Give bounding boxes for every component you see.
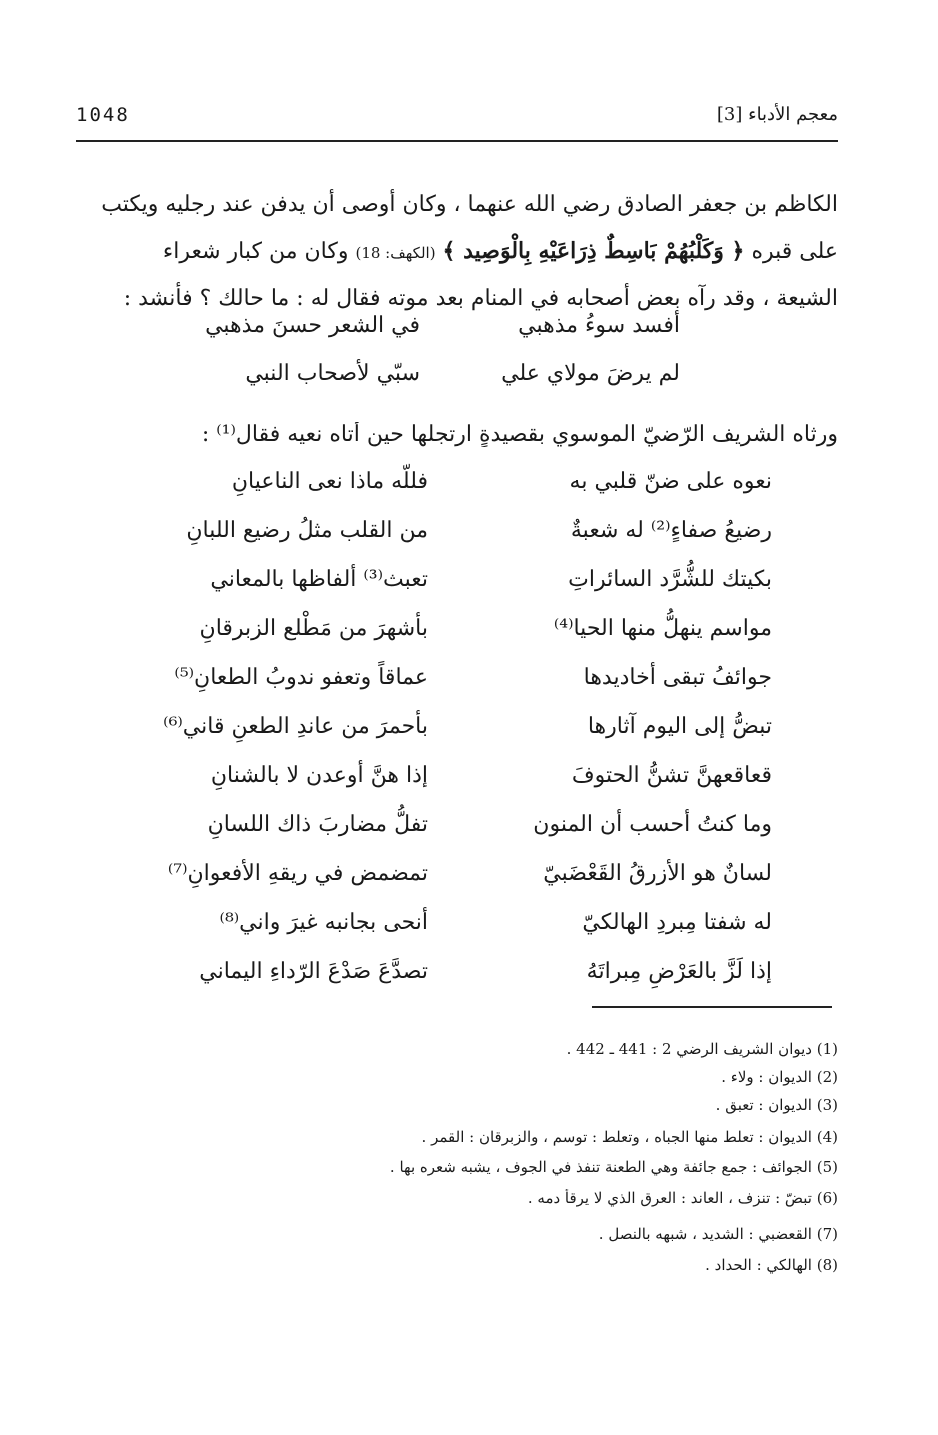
running-head: معجم الأدباء [3] xyxy=(716,104,838,125)
footnote: (3) الديوان : تعبق . xyxy=(715,1096,838,1114)
footnote: (6) تبضّ : تنزف ، العاند : العرق الذي لا يرقأ دمه . xyxy=(527,1189,838,1207)
verse-first-hemistich: رضيعُ صفاءٍ⁽²⁾ له شعبةٌ xyxy=(570,518,772,543)
verse-second-hemistich: سبّي لأصحاب النبي xyxy=(245,361,420,386)
footnote: (1) ديوان الشريف الرضي 2 : 441 ـ 442 . xyxy=(566,1040,838,1058)
footnote: (5) الجوائف : جمع جائفة وهي الطعنة تنفذ في الجوف ، يشبه شعره بها . xyxy=(389,1158,838,1176)
verse-second-hemistich: فللّه ماذا نعى الناعيانِ xyxy=(231,469,428,494)
footnote: (8) الهالكي : الحداد . xyxy=(705,1256,838,1274)
verse-line xyxy=(76,959,838,1007)
elegy-intro: ورثاه الشريف الرّضيّ الموسوي بقصيدةٍ ارتجلها حين أتاه نعيه فقال⁽¹⁾ : xyxy=(201,422,838,447)
page-header xyxy=(76,100,838,142)
verse-second-hemistich: إذا هنَّ أوعدن لا بالشنانِ xyxy=(210,763,428,788)
intro-paragraph xyxy=(76,182,838,322)
verse-second-hemistich: تمضمض في ريقهِ الأفعوانِ⁽⁷⁾ xyxy=(167,861,428,886)
verse-second-hemistich: من القلب مثلُ رضيع اللبانِ xyxy=(186,518,428,543)
verse-first-hemistich: أفسد سوءُ مذهبي xyxy=(518,313,680,338)
verse-first-hemistich: لسانٌ هو الأزرقُ القَعْضَبيّ xyxy=(543,861,772,886)
verse-first-hemistich: تبضُّ إلى اليوم آثارها xyxy=(587,714,772,739)
quran-quote: ﴿ وَكَلْبُهُمْ بَاسِطٌ ذِرَاعَيْهِ بِالْوَصِيد ﴾ xyxy=(442,238,745,264)
verse-second-hemistich: تصدَّعَ صَدْعَ الرّداءِ اليماني xyxy=(199,959,428,984)
verse-first-hemistich: قعاقعهنَّ تشنُّ الحتوفَ xyxy=(571,763,772,788)
verse-first-hemistich: لم يرضَ مولاي علي xyxy=(501,361,680,386)
verse-line xyxy=(76,910,838,958)
verse-line xyxy=(76,361,838,409)
footnote: (4) الديوان : تعلط منها الجباه ، وتعلط : توسم ، والزبرقان : القمر . xyxy=(421,1128,838,1146)
footnote-separator xyxy=(592,1006,832,1008)
verse-second-hemistich: بأشهرَ من مَطْلع الزبرقانِ xyxy=(199,616,428,641)
verse-line xyxy=(76,861,838,909)
verse-line xyxy=(76,714,838,762)
verse-line xyxy=(76,665,838,713)
verse-first-hemistich: جوائفُ تبقى أخاديدها xyxy=(583,665,772,690)
verse-line xyxy=(76,313,838,361)
verse-second-hemistich: بأحمرَ من عاندِ الطعنِ قاني⁽⁶⁾ xyxy=(163,714,428,739)
verse-first-hemistich: إذا لَزَّ بالعَرْضِ مِبراتَهُ xyxy=(586,959,772,984)
verse-second-hemistich: في الشعر حسنَ مذهبي xyxy=(205,313,420,338)
verse-line xyxy=(76,518,838,566)
verse-second-hemistich: تفلُّ مضاربَ ذاك اللسانِ xyxy=(207,812,428,837)
page-number: 1048 xyxy=(76,104,130,126)
intro-line-2-start: على قبره xyxy=(751,239,838,264)
verse-first-hemistich: مواسم ينهلُّ منها الحيا⁽⁴⁾ xyxy=(553,616,772,641)
verse-first-hemistich: وما كنتُ أحسب أن المنون xyxy=(533,812,772,837)
verse-second-hemistich: تعبث⁽³⁾ ألفاظها بالمعاني xyxy=(210,567,428,592)
intro-line-1: الكاظم بن جعفر الصادق رضي الله عنهما ، وكان أوصى أن يدفن عند رجليه ويكتب xyxy=(101,192,838,217)
intro-line-2-end: وكان من كبار شعراء xyxy=(162,239,349,264)
verse-first-hemistich: له شفتا مِبردِ الهالكيّ xyxy=(582,910,772,935)
intro-line-2 xyxy=(76,228,838,276)
verse-first-hemistich: نعوه على ضنّ قلبي به xyxy=(569,469,772,494)
footnote: (7) القعضبي : الشديد ، شبهه بالنصل . xyxy=(598,1225,838,1243)
verse-line xyxy=(76,567,838,615)
verse-second-hemistich: عماقاً وتعفو ندوبُ الطعانِ⁽⁵⁾ xyxy=(174,665,428,690)
verse-second-hemistich: أنحى بجانبه غيرَ واني⁽⁸⁾ xyxy=(219,910,428,935)
verse-line xyxy=(76,616,838,664)
verse-first-hemistich: بكيتك للشُّرَّد السائراتِ xyxy=(568,567,772,592)
verse-line xyxy=(76,469,838,517)
quran-reference: (الكهف: 18) xyxy=(355,244,436,262)
intro-line-3: الشيعة ، وقد رآه بعض أصحابه في المنام بعد موته فقال له : ما حالك ؟ فأنشد : xyxy=(123,286,838,311)
footnote: (2) الديوان : ولاء . xyxy=(721,1068,838,1086)
verse-line xyxy=(76,763,838,811)
verse-line xyxy=(76,812,838,860)
